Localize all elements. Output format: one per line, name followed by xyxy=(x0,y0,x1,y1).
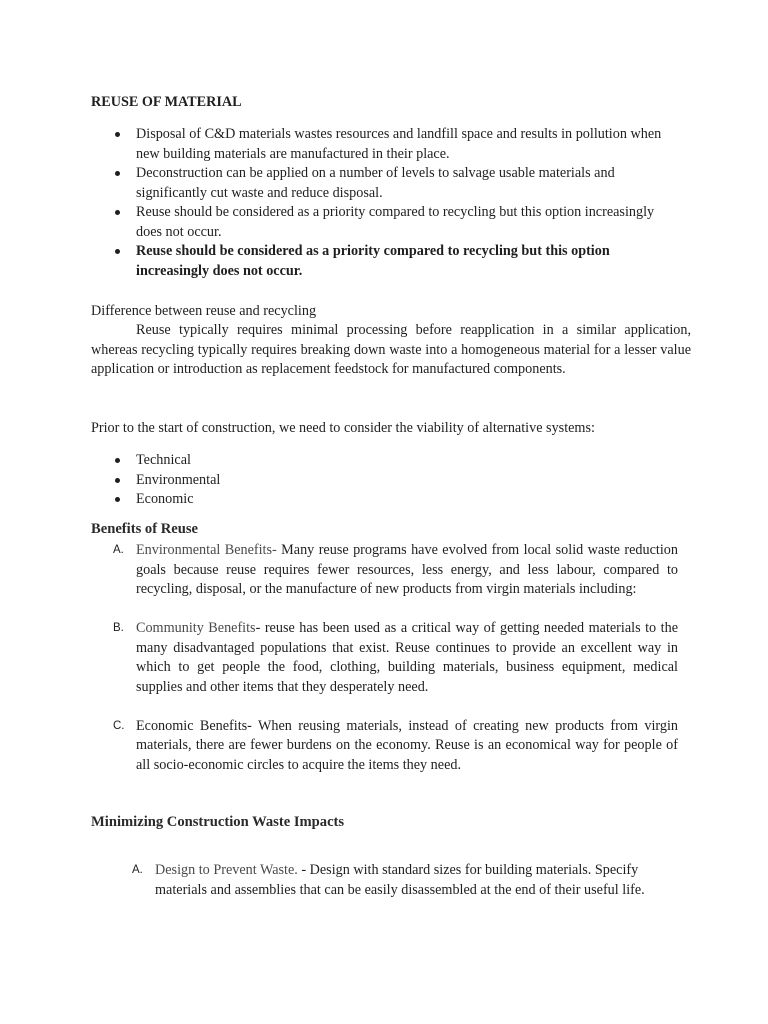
difference-body: Reuse typically requires minimal processing before reapplication in a similar application, whereas recycling typically requires breaking down waste into a homogeneous material for a lesser value application or introduction as replacement feedstock for manufactured components. xyxy=(91,322,691,377)
list-item xyxy=(91,203,681,242)
list-item xyxy=(91,451,491,471)
benefit-text: When reusing materials, instead of creating new products from virgin materials, there are fewer burdens on the economy. Reuse is an economical way for people of all socio-economic circles to acquire the items they need. xyxy=(136,717,678,773)
list-item xyxy=(110,861,680,900)
minimizing-label: Design to Prevent Waste. xyxy=(155,862,298,878)
list-item-text: Reuse should be considered as a priority compared to recycling but this option increasingly does not occur. xyxy=(136,204,655,240)
benefit-text: - reuse has been used as a critical way of getting needed materials to the many disadvantaged populations that exist. Reuse continues to provide an excellent way in which to get people the food, clothing, building materials, business equipment, medical supplies and other items that they desperately need. xyxy=(136,620,678,695)
benefit-label: Economic Benefits- xyxy=(136,717,252,734)
benefits-heading: Benefits of Reuse xyxy=(91,521,199,537)
benefit-text: Many reuse programs have evolved from local solid waste reduction goals because reuse requires fewer resources, less energy, and less labour, compared to recycling, disposal, or the manufacture of new products from virgin materials including: xyxy=(136,542,678,597)
list-item-text: Deconstruction can be applied on a number of levels to salvage usable materials and significantly cut waste and reduce disposal. xyxy=(136,165,615,201)
list-item-text: Economic xyxy=(136,491,194,507)
list-item xyxy=(91,471,491,491)
benefit-label: Community Benefits xyxy=(136,620,256,636)
list-item xyxy=(91,717,678,776)
benefits-list xyxy=(91,541,678,775)
list-item xyxy=(91,490,491,510)
list-item xyxy=(91,242,681,281)
list-item-text: Reuse should be considered as a priority compared to recycling but this option increasingly does not occur. xyxy=(136,243,610,279)
list-marker: B. xyxy=(113,622,124,634)
list-item-text: Technical xyxy=(136,452,191,468)
list-item-text: Environmental xyxy=(136,471,221,488)
top-bullet-list xyxy=(91,125,681,281)
list-item xyxy=(91,541,678,600)
list-item xyxy=(91,619,678,697)
prior-paragraph: Prior to the start of construction, we need to consider the viability of alternative systems: xyxy=(91,420,595,436)
benefit-label: Environmental Benefits- xyxy=(136,542,277,558)
list-item xyxy=(91,125,681,164)
minimizing-text: - Design with standard sizes for building materials. Specify materials and assemblies that can be easily disassembled at the end of their useful life. xyxy=(155,862,645,898)
list-marker: A. xyxy=(113,544,124,556)
difference-heading: Difference between reuse and recycling xyxy=(91,303,317,319)
list-marker: A. xyxy=(132,864,143,876)
minimizing-list xyxy=(110,861,680,900)
minimizing-heading: Minimizing Construction Waste Impacts xyxy=(91,814,345,830)
alternative-systems-list xyxy=(91,451,491,510)
list-item-text: Disposal of C&D materials wastes resources and landfill space and results in pollution when new building materials are manufactured in their place. xyxy=(136,126,662,162)
list-marker: C. xyxy=(113,719,125,732)
page-title: REUSE OF MATERIAL xyxy=(91,94,242,110)
list-item xyxy=(91,164,681,203)
